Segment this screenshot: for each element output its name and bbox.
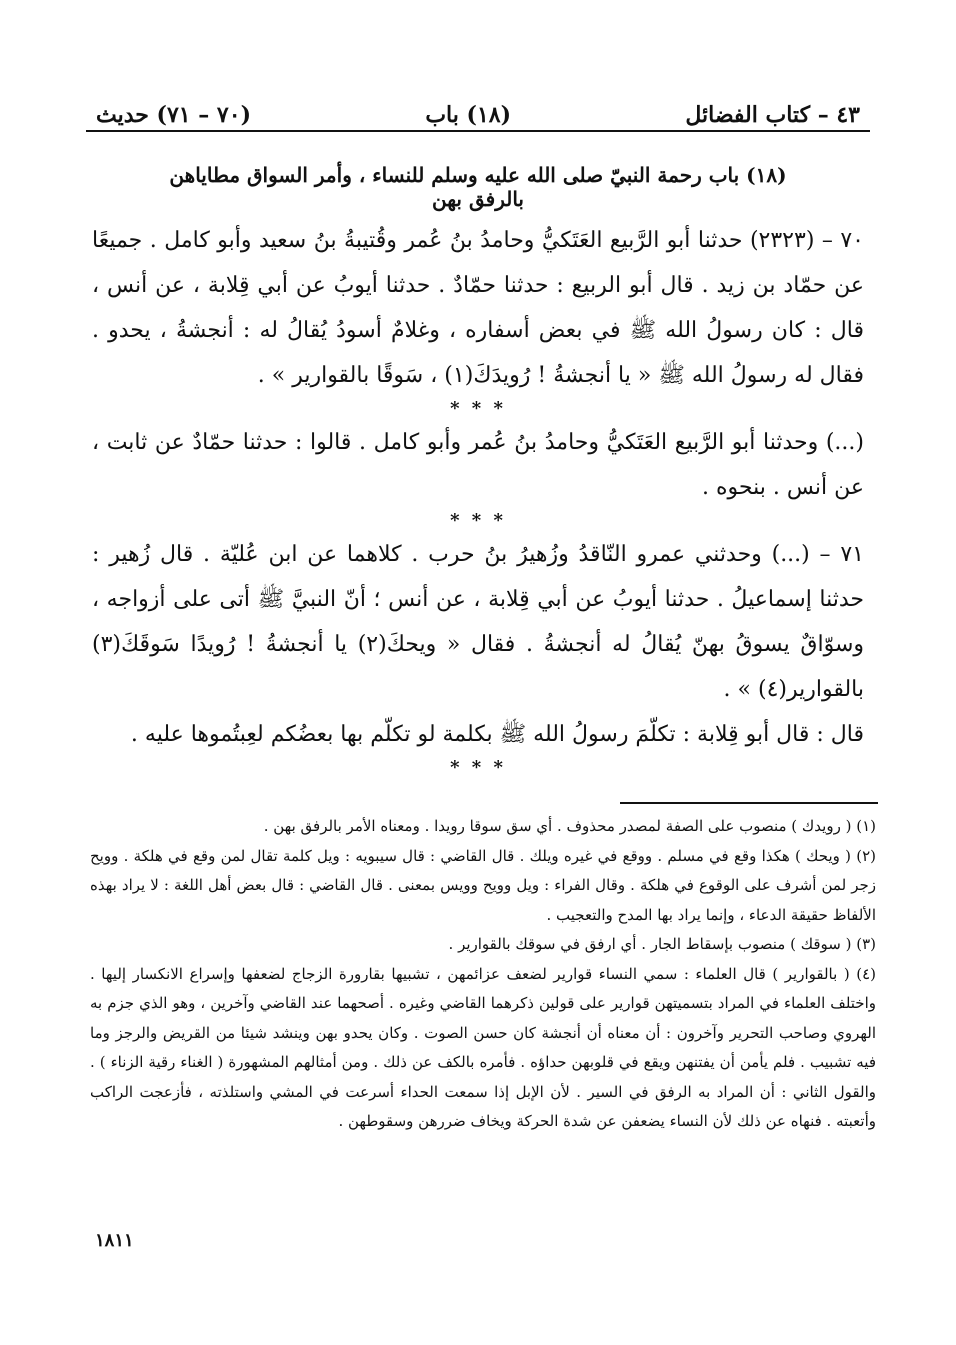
separator: * * *	[450, 510, 506, 531]
separator: * * *	[450, 398, 506, 419]
hadith-paragraph: ٧٠ – (٢٣٢٣) حدثنا أبو الرَّبيع العَتَكيُّ وحامدُ بنُ عُمر وقُتيبةُ بنُ سعيد وأبو كامل . جميعًا عن حمّاد بن زيد . قال أبو الربيع : حدثنا حمّادٌ . حدثنا أيوبُ عن أبي قِلابة ، عن أنس ، قال : كان رسولُ الله ﷺ في بعض أسفاره ، وغلامٌ أسودُ يُقالُ له : أنجشةُ ، يحدو . فقال له رسولُ الله ﷺ « يا أنجشةُ ! رُويدَكَ(١) ، سَوقًا بالقوارير » .	[92, 228, 864, 388]
book-title: ٤٣ – كتاب الفضائل	[685, 102, 860, 128]
hadith-range: (٧٠ – ٧١) حديث	[96, 102, 251, 128]
running-header	[96, 88, 860, 128]
hadith-paragraph: ٧١ – (...) وحدثني عمرو النّاقدُ وزُهيرُ بنُ حرب . كلاهما عن ابن عُليّة . قال زُهير : حدثنا إسماعيلُ . حدثنا أيوبُ عن أبي قِلابة ، عن أنس ؛ أنّ النبيَّ ﷺ أتى على أزواجه ، وسوّاقٌ يسوقُ بهنّ يُقالُ له أنجشةُ . فقال « ويحكَ(٢) يا أنجشةُ ! رُويدًا سَوقَكَ(٣) بالقوارير(٤) » .	[92, 542, 865, 702]
footnote: (٤) ( بالقوارير ) قال العلماء : سمي النساء قوارير لضعف عزائمهن ، تشبيها بقارورة الزجاج لضعفها وإسراع الانكسار إليها . واختلف العلماء في المراد بتسميتهن قوارير على قولين ذكرهما القاضي وغيره . أصحهما عند القاضي وآخرين ، وهو الذي جزم به الهروي وصاحب التحرير وآخرون : أن معناه أن أنجشة كان حسن الصوت . وكان يحدو بهن وينشد شيئا من القريض والرجز وما فيه تشبيب . فلم يأمن أن يفتنهن ويقع في قلوبهن حداؤه . فأمره بالكف عن ذلك . ومن أمثالهم المشهورة ( الغناء رقية الزناء ) . والقول الثاني : أن المراد به الرفق في السير . لأن الإبل إذا سمعت الحداء أسرعت في المشي واستلذته ، فأزعجت الراكب وأتعبته . فنهاه عن ذلك لأن النساء يضعفن عن شدة الحركة ويخاف ضررهن وسقوطهن .	[90, 964, 876, 1130]
hadith-paragraph: قال : قال أبو قِلابة : تكلّمَ رسولُ الله ﷺ بكلمة لو تكلّم بها بعضُكم لعِبتُموها عليه .	[130, 722, 864, 747]
chapter-heading: (١٨) باب رحمة النبيّ صلى الله عليه وسلم للنساء ، وأمر السواق مطاياهن بالرفق بهن	[169, 163, 787, 211]
page-number: ١٨١١	[95, 1230, 134, 1251]
chapter-reference: (١٨) باب	[425, 102, 511, 128]
footnotes	[90, 812, 876, 1137]
header-rule	[86, 130, 870, 132]
main-text	[92, 218, 864, 779]
footnote: (٣) ( سوقك ) منصوب بإسقاط الجار . أي ارفق في سوقك بالقوارير .	[448, 935, 876, 953]
footnote: (٢) ( ويحك ) هكذا وقع في مسلم . ووقع في غيره ويلك . قال القاضي : قال سيبويه : ويل كلمة تقال لمن وقع في هلكة . وويح زجر لمن أشرف على الوقوع في هلكة . وقال الفراء : ويل وويح وويس بمعنى . قال القاضي : قال بعض أهل اللغة : لا يراد بهذه الألفاظ حقيقة الدعاء ، وإنما يراد بها المدح والتعجيب .	[90, 846, 876, 924]
hadith-paragraph: (...) وحدثنا أبو الرَّبيع العَتَكيُّ وحامدُ بنُ عُمر وأبو كامل . قالوا : حدثنا حمّادٌ عن ثابت ، عن أنس . بنحوه .	[92, 430, 864, 500]
separator: * * *	[450, 757, 506, 778]
footnote-rule	[620, 802, 878, 804]
footnote: (١) ( رويدك ) منصوب على الصفة لمصدر محذوف . أي سق سوقا رويدا . ومعناه الأمر بالرفق بهن .	[263, 817, 876, 835]
